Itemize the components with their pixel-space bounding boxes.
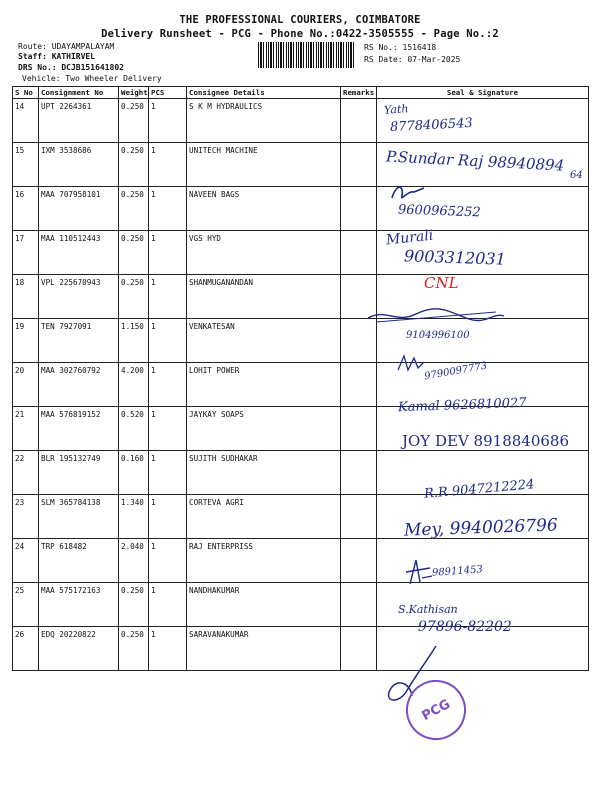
signature-26-name: S.Kathisan — [398, 603, 458, 616]
document-subtitle: Delivery Runsheet - PCG - Phone No.:0422-3505555 - Page No.:2 — [101, 28, 499, 40]
cell-remarks — [341, 539, 377, 583]
stamp-text: PCG — [419, 696, 453, 724]
cell-remarks — [341, 231, 377, 275]
cell-consignee: SUJITH SUDHAKAR — [187, 451, 341, 495]
cell-sno: 15 — [13, 143, 39, 187]
signature-26-phone: 97896-82202 — [418, 619, 512, 635]
cell-sno: 16 — [13, 187, 39, 231]
cell-pcs: 1 — [149, 539, 187, 583]
cell-consignee: LOHIT POWER — [187, 363, 341, 407]
rs-date: RS Date: 07-Mar-2025 — [364, 55, 461, 64]
cell-consignment: TEN 7927091 — [39, 319, 119, 363]
cell-remarks — [341, 187, 377, 231]
cell-pcs: 1 — [149, 627, 187, 671]
cell-weight: 1.150 — [119, 319, 149, 363]
table-row — [13, 187, 589, 231]
cell-pcs: 1 — [149, 231, 187, 275]
col-header-signature: Seal & Signature — [377, 87, 589, 99]
col-header-consignment: Consignment No — [39, 87, 119, 99]
cell-remarks — [341, 627, 377, 671]
cell-consignee: NANDHAKUMAR — [187, 583, 341, 627]
table-row — [13, 99, 589, 143]
staff-label: Staff: KATHIRVEL — [18, 52, 96, 61]
drs-number: DRS No.: DCJB151641802 — [18, 63, 124, 72]
signature-25-phone: 98911453 — [431, 564, 484, 579]
cell-pcs: 1 — [149, 143, 187, 187]
signature-19-scribble-icon — [366, 306, 506, 326]
cell-sno: 20 — [13, 363, 39, 407]
cell-sno: 22 — [13, 451, 39, 495]
signature-17-phone: 9003312031 — [403, 246, 507, 269]
cell-sno: 23 — [13, 495, 39, 539]
table-row — [13, 539, 589, 583]
cell-remarks — [341, 143, 377, 187]
signature-20-scribble-icon — [396, 352, 426, 374]
cell-consignment: EDQ 20220822 — [39, 627, 119, 671]
cell-consignee: CORTEVA AGRI — [187, 495, 341, 539]
cell-pcs: 1 — [149, 451, 187, 495]
cell-pcs: 1 — [149, 583, 187, 627]
cell-remarks — [341, 99, 377, 143]
cell-weight: 0.250 — [119, 275, 149, 319]
col-header-remarks: Remarks — [341, 87, 377, 99]
cell-consignment: MAA 302760792 — [39, 363, 119, 407]
col-header-consignee: Consignee Details — [187, 87, 341, 99]
signature-16-phone: 9600965252 — [397, 202, 481, 221]
cell-consignment: MAA 575172163 — [39, 583, 119, 627]
signature-25-scribble-icon — [404, 558, 434, 586]
signature-17-name: Murali — [385, 227, 435, 249]
cell-consignment: IXM 3538686 — [39, 143, 119, 187]
signature-14-phone: 8778406543 — [389, 115, 474, 136]
signature-23: R.R 9047212224 — [423, 477, 536, 502]
document-title: THE PROFESSIONAL COURIERS, COIMBATORE — [179, 14, 421, 26]
cell-consignment: MAA 576819152 — [39, 407, 119, 451]
cell-weight: 4.200 — [119, 363, 149, 407]
cell-sno: 26 — [13, 627, 39, 671]
cell-consignee: UNITECH MACHINE — [187, 143, 341, 187]
cell-weight: 1.340 — [119, 495, 149, 539]
cell-pcs: 1 — [149, 407, 187, 451]
cell-consignment: TRP 618482 — [39, 539, 119, 583]
cell-weight: 0.520 — [119, 407, 149, 451]
cell-consignment: VPL 225670943 — [39, 275, 119, 319]
cell-weight: 0.250 — [119, 231, 149, 275]
cell-consignment: SLM 365784138 — [39, 495, 119, 539]
cell-weight: 0.250 — [119, 627, 149, 671]
cell-consignment: BLR 195132749 — [39, 451, 119, 495]
barcode-icon — [258, 42, 354, 68]
signature-24: Mey, 9940026796 — [403, 515, 559, 541]
cell-pcs: 1 — [149, 363, 187, 407]
signature-20-phone: 9790097773 — [423, 360, 489, 383]
signature-15-tail: 64 — [570, 170, 583, 181]
cell-pcs: 1 — [149, 319, 187, 363]
cell-remarks — [341, 363, 377, 407]
cell-remarks — [341, 407, 377, 451]
cell-sno: 17 — [13, 231, 39, 275]
cell-consignee: JAYKAY SOAPS — [187, 407, 341, 451]
cell-consignee: VENKATESAN — [187, 319, 341, 363]
cell-sno: 18 — [13, 275, 39, 319]
cell-pcs: 1 — [149, 187, 187, 231]
cell-consignee: RAJ ENTERPRISS — [187, 539, 341, 583]
cell-sno: 14 — [13, 99, 39, 143]
cell-consignee: SARAVANAKUMAR — [187, 627, 341, 671]
cell-pcs: 1 — [149, 99, 187, 143]
signature-15: P.Sundar Raj 98940894 — [385, 147, 565, 175]
signature-18-remark: CNL — [424, 274, 459, 292]
cell-consignment: MAA 110512443 — [39, 231, 119, 275]
cell-pcs: 1 — [149, 495, 187, 539]
col-header-pcs: PCS — [149, 87, 187, 99]
cell-consignee: S K M HYDRAULICS — [187, 99, 341, 143]
cell-pcs: 1 — [149, 275, 187, 319]
cell-weight: 0.250 — [119, 99, 149, 143]
signature-16-scribble-icon — [388, 182, 428, 204]
cell-weight: 0.160 — [119, 451, 149, 495]
signature-14-name: Yath — [383, 102, 409, 117]
cell-sno: 19 — [13, 319, 39, 363]
cell-sno: 25 — [13, 583, 39, 627]
signature-19-phone: 9104996100 — [406, 330, 470, 341]
vehicle-label: Vehicle: Two Wheeler Delivery — [22, 74, 162, 83]
cell-remarks — [341, 583, 377, 627]
signature-22: JOY DEV 8918840686 — [402, 432, 569, 450]
col-header-sno: S No — [13, 87, 39, 99]
cell-remarks — [341, 495, 377, 539]
cell-sno: 24 — [13, 539, 39, 583]
cell-consignee: NAVEEN BAGS — [187, 187, 341, 231]
cell-remarks — [341, 451, 377, 495]
signature-21: Kamal 9626810027 — [397, 395, 527, 416]
cell-weight: 0.250 — [119, 143, 149, 187]
cell-sno: 21 — [13, 407, 39, 451]
cell-consignee: VGS HYD — [187, 231, 341, 275]
route-label: Route: UDAYAMPALAYAM — [18, 42, 115, 51]
cell-consignment: UPT 2264361 — [39, 99, 119, 143]
cell-weight: 2.040 — [119, 539, 149, 583]
col-header-weight: Weight — [119, 87, 149, 99]
runsheet-table — [12, 86, 589, 671]
cell-consignee: SHANMUGANANDAN — [187, 275, 341, 319]
cell-weight: 0.250 — [119, 583, 149, 627]
table-header-row — [13, 87, 589, 99]
cell-weight: 0.250 — [119, 187, 149, 231]
cell-consignment: MAA 707958101 — [39, 187, 119, 231]
rs-number: RS No.: 1516418 — [364, 43, 437, 52]
